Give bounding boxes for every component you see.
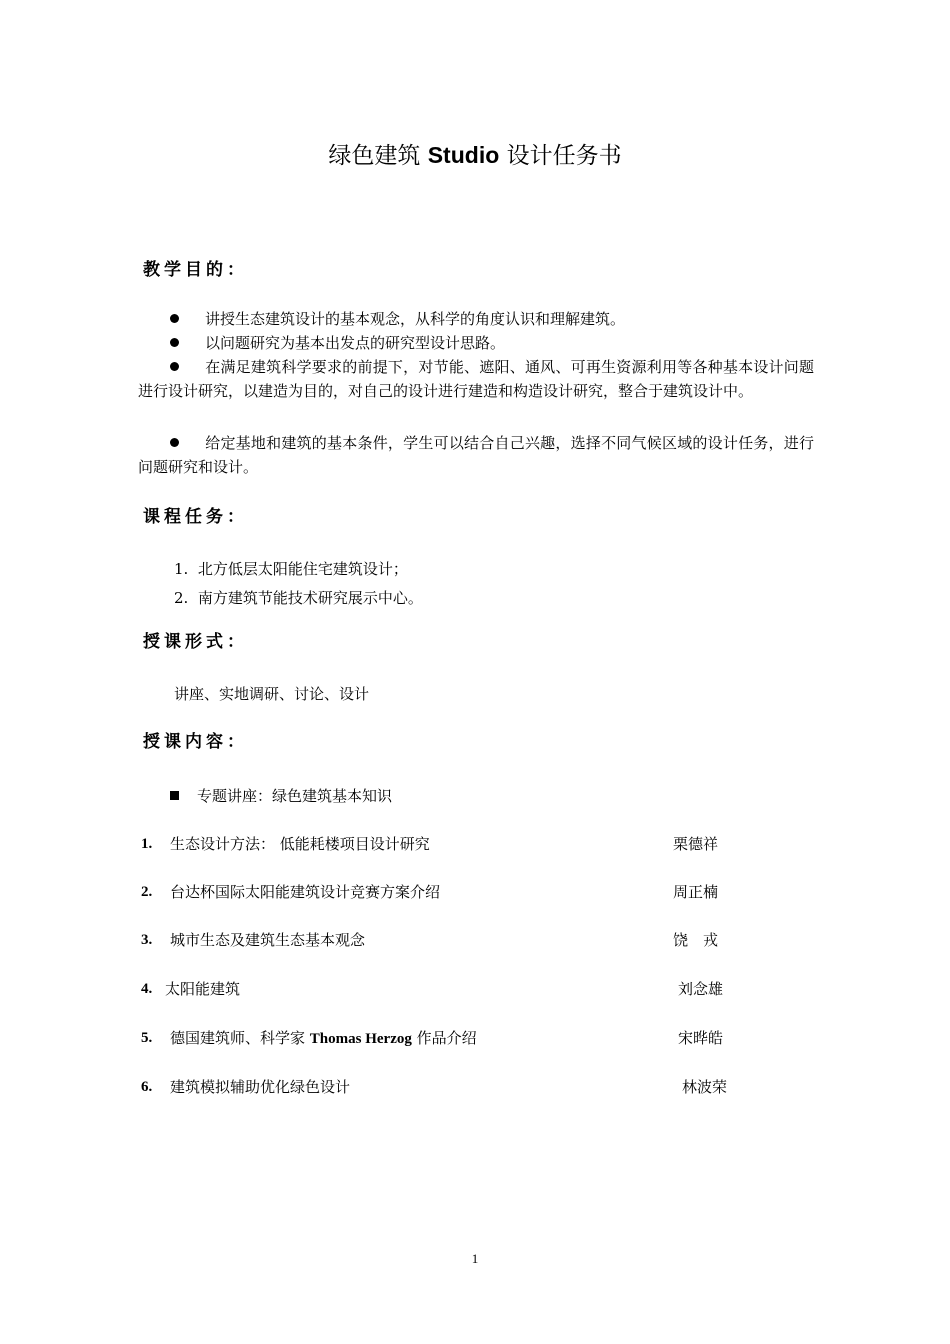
- lecture-title: 太阳能建筑: [165, 980, 241, 998]
- bullet-icon: [170, 362, 179, 371]
- lecturer-name: 饶 戎: [673, 931, 719, 949]
- lecturer-name: 林波荣: [682, 1078, 728, 1096]
- format-text: 讲座、实地调研、讨论、设计: [174, 685, 370, 703]
- lecturer-name: 栗德祥: [673, 835, 719, 853]
- format-heading: 授课形式：: [143, 632, 248, 652]
- task-item-1: 1. 北方低层太阳能住宅建筑设计；: [174, 560, 408, 578]
- page-title: 绿色建筑 Studio 设计任务书: [328, 142, 622, 169]
- lecture-number: 3.: [141, 932, 153, 948]
- objective-item-1: 讲授生态建筑设计的基本观念，从科学的角度认识和理解建筑。: [138, 307, 814, 331]
- lecture-number: 5.: [141, 1030, 153, 1046]
- lecture-number: 2.: [141, 884, 153, 900]
- objectives-heading: 教学目的：: [143, 260, 248, 280]
- lecturer-name: 周正楠: [673, 883, 719, 901]
- lecture-title: 生态设计方法： 低能耗楼项目设计研究: [170, 835, 430, 853]
- lecture-number: 4.: [141, 981, 153, 997]
- topic-item: 专题讲座：绿色建筑基本知识: [170, 784, 392, 808]
- lecture-number: 6.: [141, 1079, 153, 1095]
- lecture-title: 建筑模拟辅助优化绿色设计: [170, 1078, 351, 1096]
- bullet-icon: [170, 438, 179, 447]
- bullet-icon: [170, 338, 179, 347]
- page-number: 1: [471, 1251, 479, 1266]
- lecture-title: 德国建筑师、科学家 Thomas Herzog 作品介绍: [170, 1029, 477, 1047]
- objective-item-2: 以问题研究为基本出发点的研究型设计思路。: [138, 331, 814, 355]
- lecture-number: 1.: [141, 836, 153, 852]
- objective-item-3: 在满足建筑科学要求的前提下，对节能、遮阳、通风、可再生资源利用等各种基本设计问题进行设计研究，以建造为目的，对自己的设计进行建造和构造设计研究，整合于建筑设计中。: [138, 358, 814, 400]
- lecturer-name: 刘念雄: [678, 980, 724, 998]
- tasks-heading: 课程任务：: [143, 507, 248, 527]
- content-heading: 授课内容：: [143, 732, 248, 752]
- lecture-title: 台达杯国际太阳能建筑设计竞赛方案介绍: [170, 883, 441, 901]
- lecturer-name: 宋晔皓: [678, 1029, 724, 1047]
- task-item-2: 2. 南方建筑节能技术研究展示中心。: [174, 589, 423, 607]
- lecture-title: 城市生态及建筑生态基本观念: [170, 931, 366, 949]
- bullet-icon: [170, 314, 179, 323]
- square-bullet-icon: [170, 791, 179, 800]
- objective-item-4: 给定基地和建筑的基本条件，学生可以结合自己兴趣，选择不同气候区域的设计任务，进行问题研究和设计。: [138, 434, 814, 476]
